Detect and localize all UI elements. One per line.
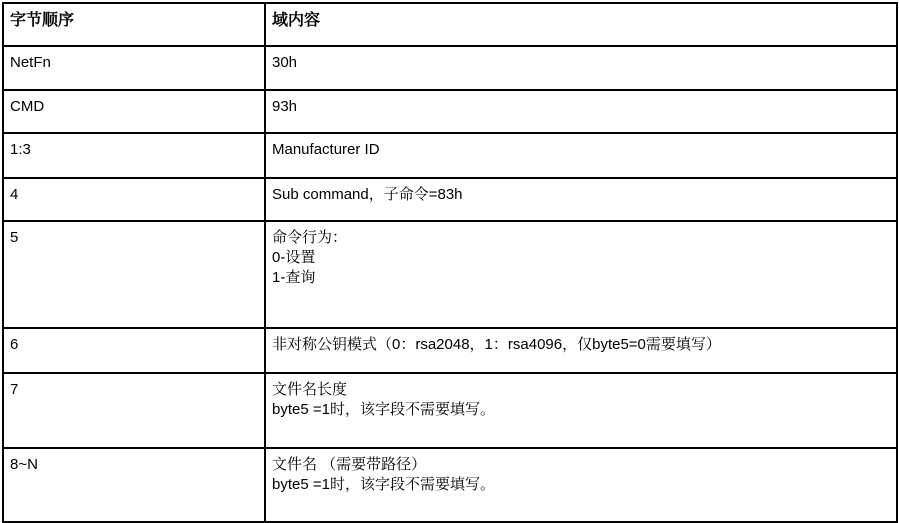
cell-byte: NetFn xyxy=(3,46,265,90)
content-line: 文件名长度 xyxy=(272,381,348,398)
content-line: Sub command，子命令=83h xyxy=(272,186,463,203)
content-line: byte5 =1时，该字段不需要填写。 xyxy=(272,401,495,418)
content-line: 非对称公钥模式（0：rsa2048，1：rsa4096，仅byte5=0需要填写） xyxy=(272,336,721,353)
content-line: 命令行为： xyxy=(272,229,348,246)
content-line: 30h xyxy=(272,54,298,71)
content-line: 1-查询 xyxy=(272,269,316,286)
cell-content xyxy=(265,46,897,90)
table-row xyxy=(3,328,897,373)
table-row xyxy=(3,133,897,178)
cell-byte: 6 xyxy=(3,328,265,373)
field-table xyxy=(2,2,898,523)
table-row xyxy=(3,178,897,221)
content-line: 0-设置 xyxy=(272,249,316,266)
cell-content xyxy=(265,133,897,178)
cell-byte: 8~N xyxy=(3,448,265,522)
table-row xyxy=(3,90,897,133)
cell-content xyxy=(265,90,897,133)
content-line: byte5 =1时，该字段不需要填写。 xyxy=(272,476,495,493)
table-row xyxy=(3,448,897,522)
cell-byte: CMD xyxy=(3,90,265,133)
table-header-row xyxy=(3,3,897,46)
cell-content xyxy=(265,178,897,221)
content-line: Manufacturer ID xyxy=(272,141,380,158)
cell-byte: 1:3 xyxy=(3,133,265,178)
header-field-content: 域内容 xyxy=(265,3,897,46)
cell-byte: 4 xyxy=(3,178,265,221)
cell-byte: 7 xyxy=(3,373,265,448)
cell-content xyxy=(265,328,897,373)
table-row xyxy=(3,221,897,328)
cell-byte: 5 xyxy=(3,221,265,328)
content-line: 93h xyxy=(272,98,298,115)
cell-content xyxy=(265,373,897,448)
header-byte-order: 字节顺序 xyxy=(3,3,265,46)
cell-content xyxy=(265,221,897,328)
table-row xyxy=(3,46,897,90)
cell-content xyxy=(265,448,897,522)
content-line: 文件名 （需要带路径） xyxy=(272,456,427,473)
table-row xyxy=(3,373,897,448)
